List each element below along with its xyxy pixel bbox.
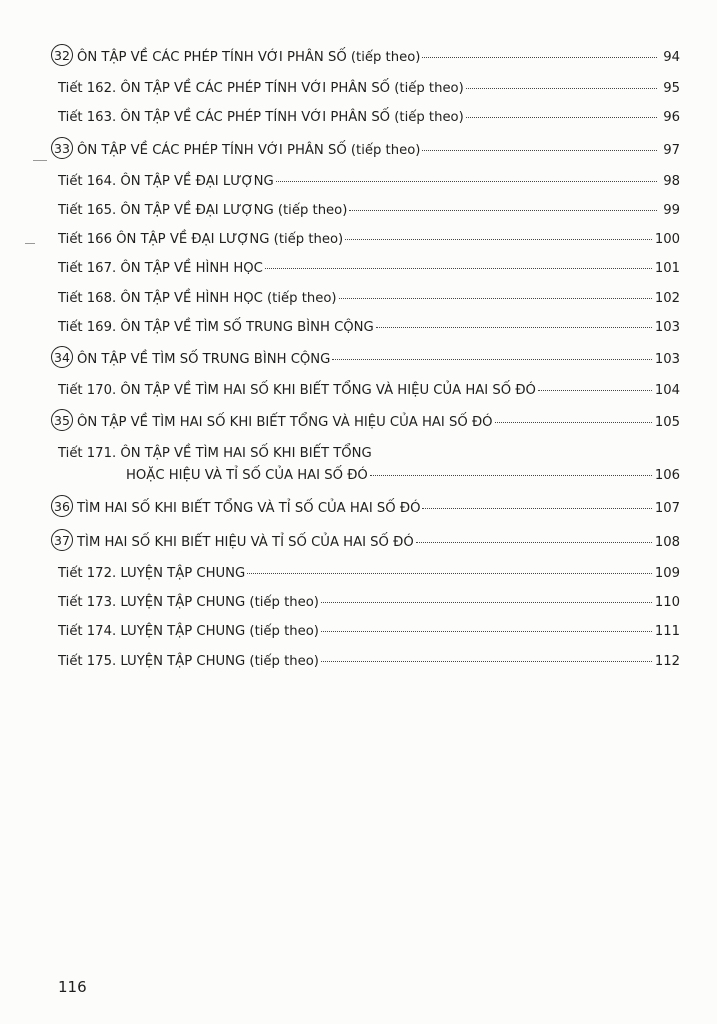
scan-mark — [25, 243, 35, 244]
entry-title: ÔN TẬP VỀ TÌM SỐ TRUNG BÌNH CỘNG — [120, 319, 374, 335]
entry-title: ÔN TẬP VỀ TÌM HAI SỐ KHI BIẾT TỔNG VÀ HIỆU CỦA HAI SỐ ĐÓ — [77, 415, 493, 431]
entry-label — [54, 139, 421, 161]
entry-title: ÔN TẬP VỀ ĐẠI LƯỢNG (tiếp theo) — [116, 232, 344, 248]
lesson-number: Tiết 170. — [58, 383, 117, 399]
entry-title: LUYỆN TẬP CHUNG (tiếp theo) — [120, 624, 319, 640]
entry-label — [58, 290, 337, 307]
page-number: 116 — [58, 978, 87, 996]
lesson-number: Tiết 169. — [58, 319, 117, 335]
entry-page: 112 — [654, 653, 680, 669]
lesson-number: Tiết 174. — [58, 624, 117, 640]
dot-leader — [321, 602, 652, 603]
entry-label — [58, 653, 319, 670]
dot-leader — [276, 181, 657, 182]
lesson-number: Tiết 166 — [58, 232, 112, 248]
circled-number: 32 — [51, 44, 73, 66]
entry-label — [54, 411, 493, 433]
entry-page: 99 — [663, 202, 680, 218]
entry-title: LUYỆN TẬP CHUNG — [120, 566, 246, 581]
entry-title: LUYỆN TẬP CHUNG (tiếp theo) — [120, 653, 319, 669]
entry-label — [58, 565, 245, 582]
toc-entry — [58, 80, 680, 97]
entry-page: 98 — [663, 173, 680, 189]
dot-leader — [466, 88, 657, 89]
toc-entry — [58, 445, 680, 484]
toc-entry — [58, 623, 680, 640]
toc-entry — [58, 290, 680, 307]
dot-leader — [370, 475, 652, 476]
lesson-number: Tiết 163. — [58, 110, 117, 126]
entry-label — [58, 260, 263, 277]
circled-number: 37 — [51, 529, 73, 551]
entry-label — [54, 348, 331, 370]
entry-title: TÌM HAI SỐ KHI BIẾT HIỆU VÀ TỈ SỐ CỦA HAI SỐ ĐÓ — [77, 534, 414, 550]
entry-page: 97 — [663, 142, 680, 158]
entry-page: 103 — [654, 319, 680, 335]
entry-title: ÔN TẬP VỀ CÁC PHÉP TÍNH VỚI PHÂN SỐ (tiếp theo) — [120, 110, 464, 126]
entry-page: 103 — [654, 351, 680, 367]
toc-entry — [54, 46, 680, 68]
toc-entry — [54, 348, 680, 370]
entry-label — [58, 594, 319, 611]
toc-entry — [58, 202, 680, 219]
lesson-number: Tiết 173. — [58, 595, 117, 611]
entry-page: 105 — [654, 415, 680, 431]
entry-label — [58, 319, 374, 336]
toc-entry — [58, 653, 680, 670]
toc-entry-first-line — [58, 445, 680, 462]
dot-leader — [321, 631, 652, 632]
entry-title: TÌM HAI SỐ KHI BIẾT TỔNG VÀ TỈ SỐ CỦA HAI SỐ ĐÓ — [77, 500, 421, 516]
toc-entry — [58, 173, 680, 190]
entry-label — [58, 80, 464, 97]
circled-number: 33 — [51, 137, 73, 159]
entry-page: 102 — [654, 290, 680, 306]
toc-entry — [58, 260, 680, 277]
entry-title: ÔN TẬP VỀ TÌM SỐ TRUNG BÌNH CỘNG — [77, 351, 331, 367]
dot-leader — [265, 268, 652, 269]
toc-entry — [58, 231, 680, 248]
entry-title: ÔN TẬP VỀ HÌNH HỌC — [120, 261, 263, 277]
lesson-number: Tiết 168. — [58, 290, 117, 306]
lesson-number: Tiết 167. — [58, 261, 117, 277]
entry-page: 108 — [654, 534, 680, 550]
dot-leader — [247, 573, 652, 574]
entry-title: LUYỆN TẬP CHUNG (tiếp theo) — [120, 595, 319, 611]
entry-page: 109 — [654, 566, 680, 581]
entry-page: 106 — [654, 468, 680, 484]
toc-entry — [58, 319, 680, 336]
entry-label — [58, 382, 536, 399]
entry-label — [58, 202, 347, 219]
toc-entry — [54, 411, 680, 433]
entry-label — [58, 173, 274, 190]
entry-title: ÔN TẬP VỀ CÁC PHÉP TÍNH VỚI PHÂN SỐ (tiếp theo) — [77, 142, 421, 158]
entry-title: ÔN TẬP VỀ ĐẠI LƯỢNG — [120, 173, 274, 189]
entry-title: ÔN TẬP VỀ TÌM HAI SỐ KHI BIẾT TỔNG — [120, 446, 372, 462]
dot-leader — [332, 359, 651, 360]
entry-page: 104 — [654, 383, 680, 399]
entry-label — [58, 109, 464, 126]
toc-entry — [58, 594, 680, 611]
dot-leader — [538, 390, 652, 391]
circled-number: 36 — [51, 495, 73, 517]
entry-title: ÔN TẬP VỀ CÁC PHÉP TÍNH VỚI PHÂN SỐ (tiếp theo) — [77, 50, 421, 65]
circled-number: 34 — [51, 346, 73, 368]
dot-leader — [376, 327, 652, 328]
entry-label — [58, 623, 319, 640]
dot-leader — [321, 661, 652, 662]
toc-entry — [54, 497, 680, 519]
lesson-number: Tiết 175. — [58, 653, 117, 669]
dot-leader — [339, 298, 652, 299]
entry-title: ÔN TẬP VỀ ĐẠI LƯỢNG (tiếp theo) — [120, 202, 348, 218]
dot-leader — [422, 57, 657, 58]
toc-entry — [54, 531, 680, 553]
entry-label — [54, 497, 421, 519]
entry-title: ÔN TẬP VỀ HÌNH HỌC (tiếp theo) — [120, 290, 337, 306]
lesson-number: Tiết 171. — [58, 446, 117, 462]
toc-entry — [58, 109, 680, 126]
entry-page: 96 — [663, 110, 680, 126]
lesson-number: Tiết 165. — [58, 202, 117, 218]
entry-page: 101 — [654, 261, 680, 277]
dot-leader — [416, 542, 652, 543]
entry-page: 100 — [654, 232, 680, 248]
entry-label — [58, 231, 343, 248]
entry-page: 95 — [663, 81, 680, 97]
lesson-number: Tiết 162. — [58, 81, 117, 97]
toc-entry — [58, 565, 680, 582]
dot-leader — [422, 150, 657, 151]
dot-leader — [422, 508, 651, 509]
circled-number: 35 — [51, 409, 73, 431]
entry-label — [54, 46, 421, 68]
dot-leader — [345, 239, 652, 240]
entry-page: 107 — [654, 500, 680, 516]
dot-leader — [466, 117, 657, 118]
lesson-number: Tiết 164. — [58, 173, 117, 189]
entry-title-continued: HOẶC HIỆU VÀ TỈ SỐ CỦA HAI SỐ ĐÓ — [126, 468, 368, 484]
lesson-number: Tiết 172. — [58, 566, 117, 581]
entry-page: 94 — [663, 50, 680, 65]
dot-leader — [495, 422, 652, 423]
entry-title: ÔN TẬP VỀ CÁC PHÉP TÍNH VỚI PHÂN SỐ (tiếp theo) — [120, 81, 464, 97]
entry-label — [54, 531, 414, 553]
entry-title: ÔN TẬP VỀ TÌM HAI SỐ KHI BIẾT TỔNG VÀ HIỆU CỦA HAI SỐ ĐÓ — [120, 383, 536, 399]
dot-leader — [349, 210, 657, 211]
table-of-contents — [54, 46, 680, 682]
entry-page: 111 — [654, 624, 680, 640]
toc-entry — [54, 139, 680, 161]
toc-entry — [58, 382, 680, 399]
entry-page: 110 — [654, 595, 680, 611]
scan-mark — [33, 160, 47, 161]
